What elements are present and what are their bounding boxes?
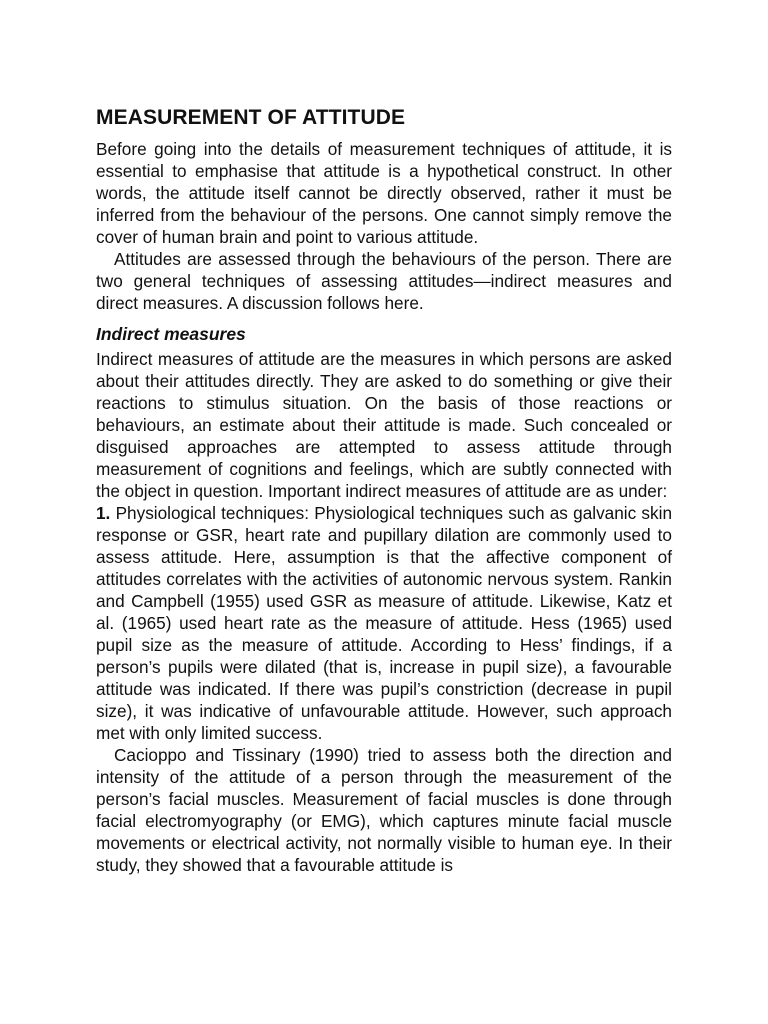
page-title: MEASUREMENT OF ATTITUDE (96, 106, 406, 129)
document-page (96, 104, 672, 876)
intro-paragraph-2: Attitudes are assessed through the behaviours of the person. There are two general techniques of assessing attitudes—indirect measures and direct measures. A discussion follows here. (96, 249, 672, 313)
indirect-measures-paragraph: Indirect measures of attitude are the measures in which persons are asked about their attitudes directly. They are asked to do something or give their reactions to stimulus situation. On the basis of those reactions or behaviours, an estimate about their attitude is made. Such concealed or disguised approaches are attempted to assess attitude through measurement of cognitions and feelings, which are subtly connected with the object in question. Important indirect measures of attitude are as under: (96, 349, 672, 501)
section-heading-indirect-measures: Indirect measures (96, 324, 246, 344)
list-item-text: Physiological techniques: Physiological techniques such as galvanic skin response or GSR, heart rate and pupillary dilation are commonly used to assess attitude. Here, assumption is that the affective component of attitudes correlates with the activities of autonomic nervous system. Rankin and Campbell (1955) used GSR as measure of attitude. Likewise, Katz et al. (1965) used heart rate as the measure of attitude. Hess (1965) used pupil size as the measure of attitude. According to Hess’ findings, if a person’s pupils were dilated (that is, increase in pupil size), a favourable attitude was indicated. If there was pupil’s constriction (decrease in pupil size), it was indicative of unfavourable attitude. However, such approach met with only limited success. (96, 503, 673, 743)
list-item-number: 1. (96, 503, 111, 523)
intro-paragraph: Before going into the details of measurement techniques of attitude, it is essential to emphasise that attitude is a hypothetical construct. In other words, the attitude itself cannot be directly observed, rather it must be inferred from the behaviour of the persons. One cannot simply remove the cover of human brain and point to various attitude. (96, 139, 672, 247)
cacioppo-paragraph: Cacioppo and Tissinary (1990) tried to assess both the direction and intensity of the attitude of a person through the measurement of the person’s facial muscles. Measurement of facial muscles is done through facial electromyography (or EMG), which captures minute facial muscle movements or electrical activity, not normally visible to human eye. In their study, they showed that a favourable attitude is (96, 745, 672, 875)
list-item-physiological (96, 502, 672, 744)
